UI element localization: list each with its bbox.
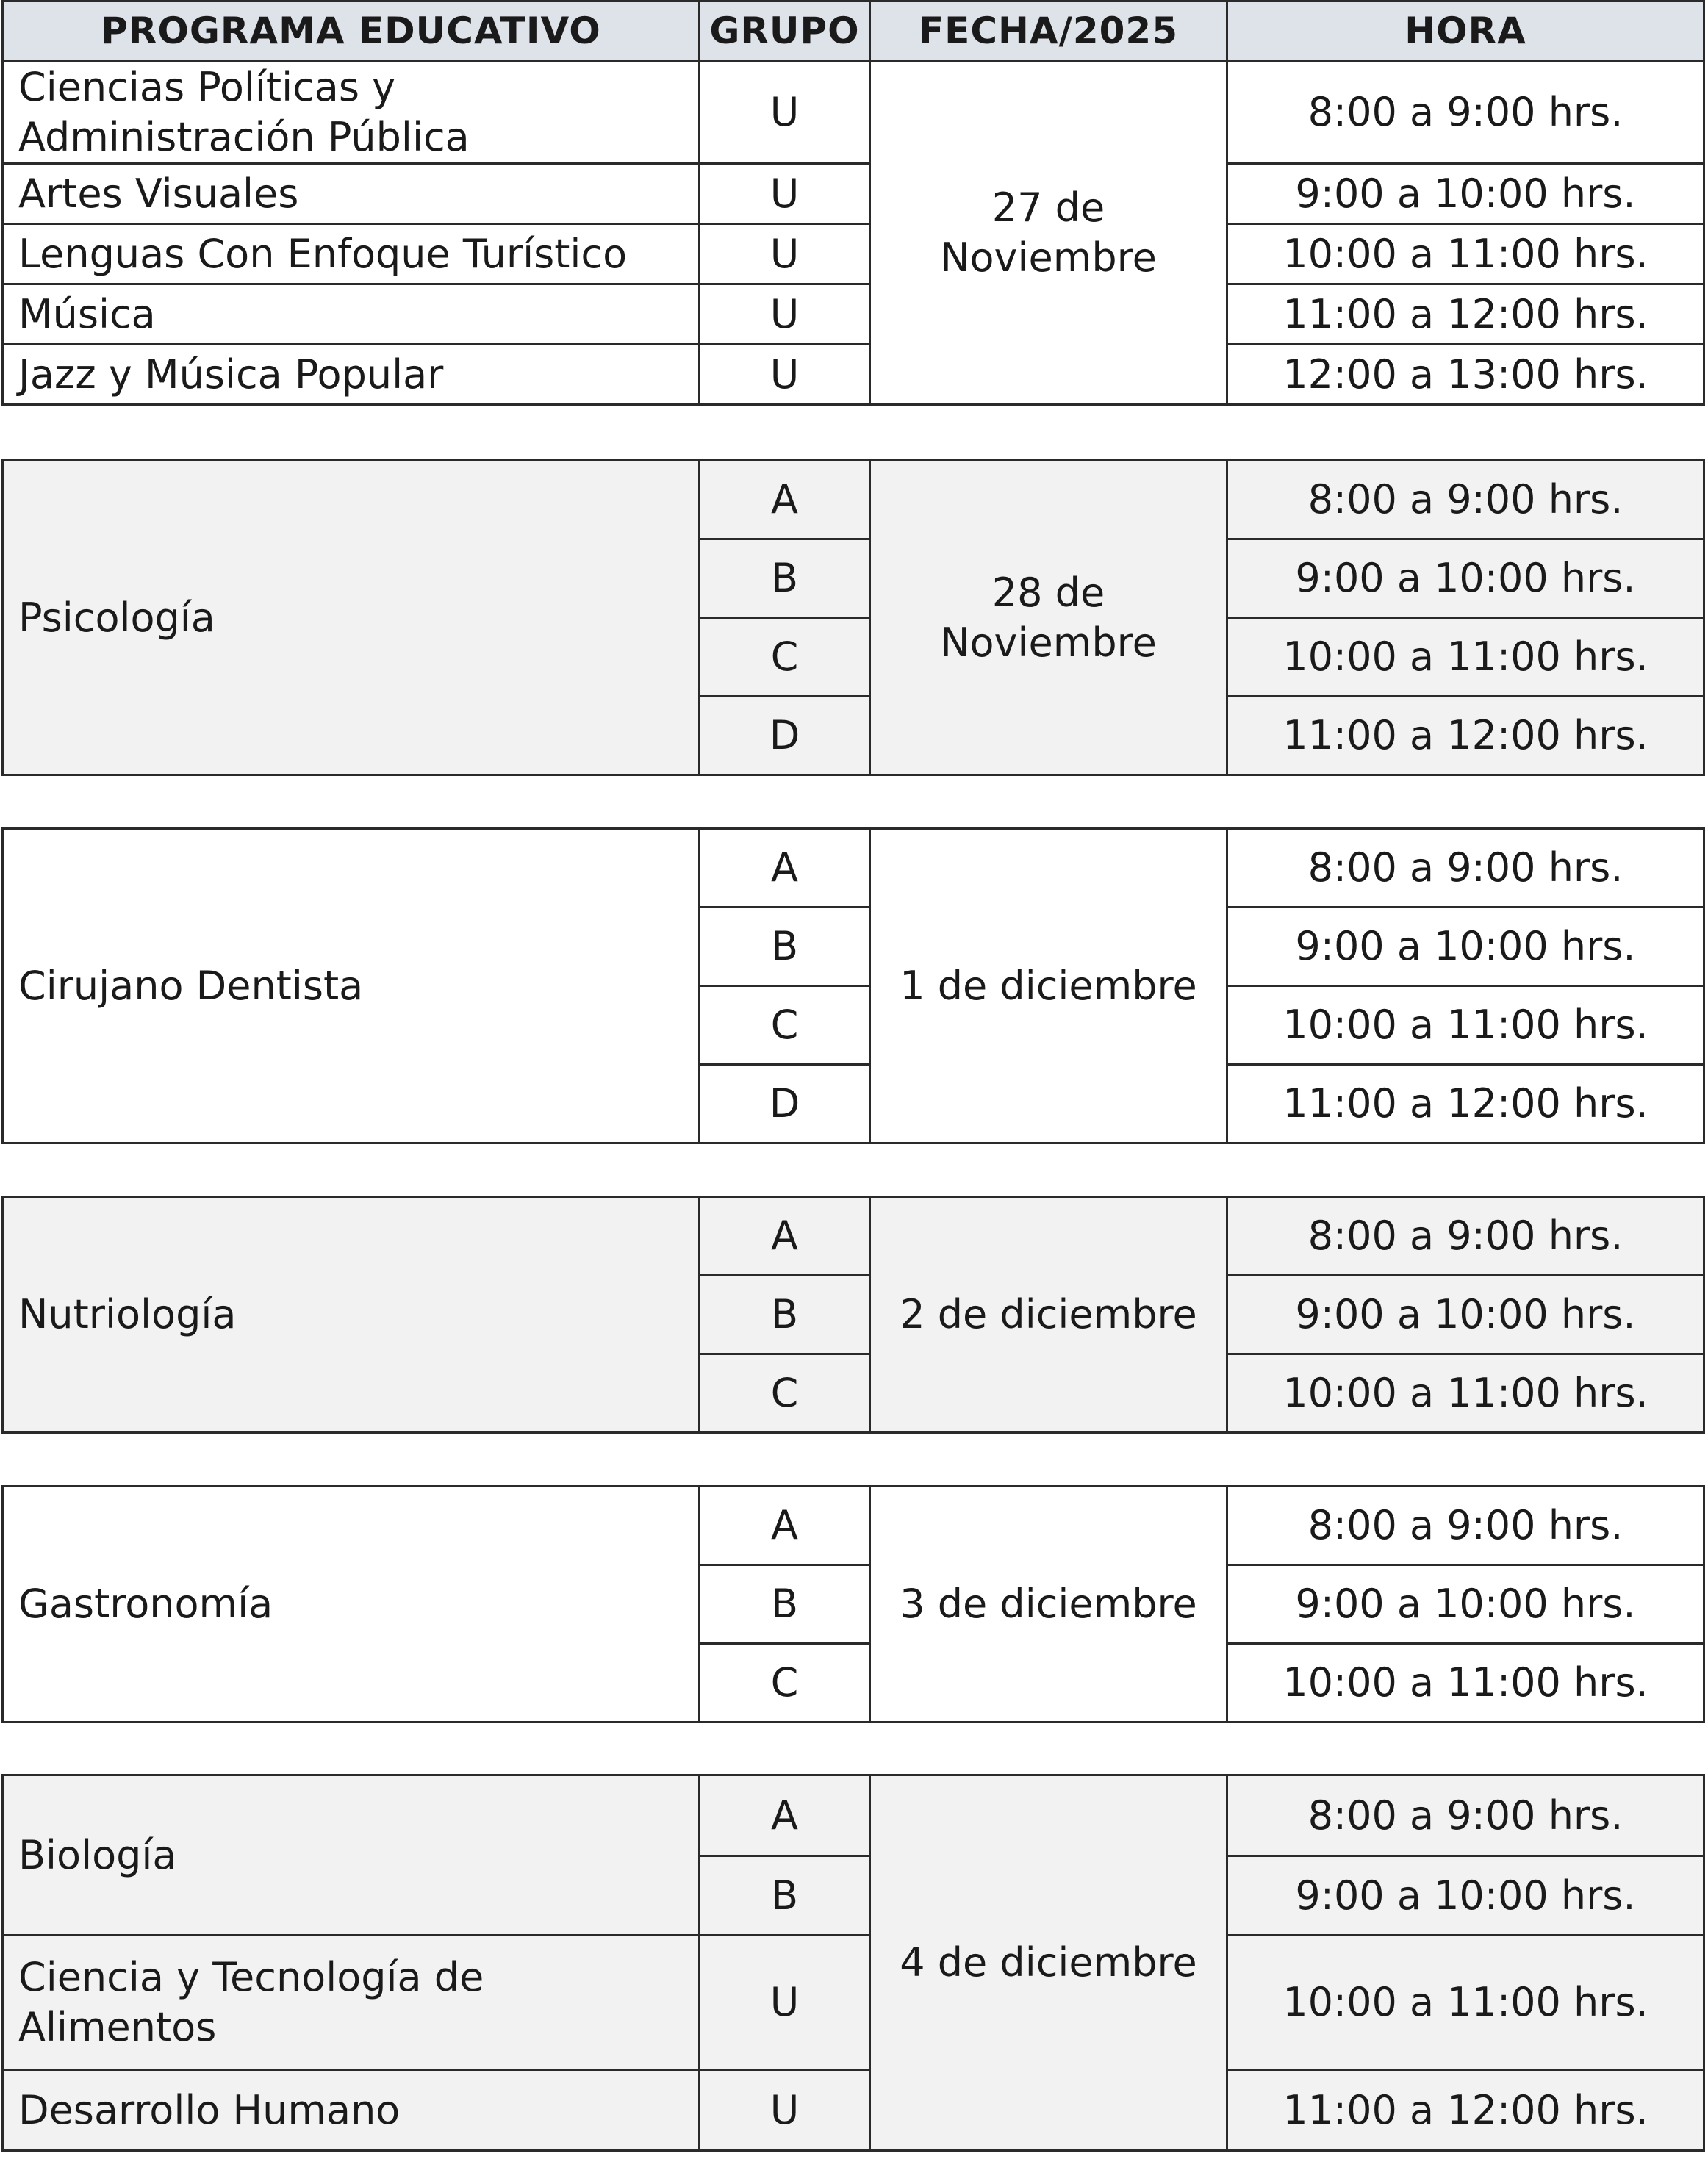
programa-cell xyxy=(3,61,700,164)
grupo-cell: A xyxy=(700,1775,870,1856)
grupo-cell: B xyxy=(700,1565,870,1644)
grupo-cell: C xyxy=(700,1644,870,1722)
grupo-cell: A xyxy=(700,1487,870,1565)
programa-cell: Gastronomía xyxy=(3,1487,700,1722)
grupo-cell: U xyxy=(700,224,870,284)
hora-cell: 11:00 a 12:00 hrs. xyxy=(1227,2070,1704,2151)
table-row xyxy=(3,2070,1704,2151)
hora-cell: 11:00 a 12:00 hrs. xyxy=(1227,284,1704,345)
hora-cell: 10:00 a 11:00 hrs. xyxy=(1227,1936,1704,2070)
programa-cell: Música xyxy=(3,284,700,345)
programa-cell: Cirujano Dentista xyxy=(3,829,700,1143)
hora-cell: 9:00 a 10:00 hrs. xyxy=(1227,539,1704,618)
hora-cell: 10:00 a 11:00 hrs. xyxy=(1227,224,1704,284)
grupo-cell: C xyxy=(700,618,870,697)
table-row xyxy=(3,829,1704,908)
hora-cell: 9:00 a 10:00 hrs. xyxy=(1227,164,1704,224)
fecha-line: 28 de xyxy=(991,569,1105,616)
grupo-cell: D xyxy=(700,1065,870,1143)
hora-cell: 10:00 a 11:00 hrs. xyxy=(1227,1644,1704,1722)
grupo-cell: B xyxy=(700,539,870,618)
schedule-table-block-5 xyxy=(1,1485,1705,1723)
programa-cell: Jazz y Música Popular xyxy=(3,345,700,405)
header-grupo: GRUPO xyxy=(700,1,870,61)
grupo-cell: A xyxy=(700,1197,870,1276)
programa-cell: Biología xyxy=(3,1775,700,1936)
grupo-cell: U xyxy=(700,284,870,345)
grupo-cell: C xyxy=(700,1354,870,1433)
fecha-cell xyxy=(870,461,1227,775)
programa-line: Administración Pública xyxy=(18,113,470,160)
programa-line: Ciencia y Tecnología de xyxy=(18,1954,484,2000)
programa-cell: Psicología xyxy=(3,461,700,775)
hora-cell: 9:00 a 10:00 hrs. xyxy=(1227,908,1704,986)
grupo-cell: U xyxy=(700,61,870,164)
schedule-table-block-3 xyxy=(1,827,1705,1144)
hora-cell: 10:00 a 11:00 hrs. xyxy=(1227,618,1704,697)
programa-line: Ciencias Políticas y xyxy=(18,63,396,110)
grupo-cell: U xyxy=(700,2070,870,2151)
table-row xyxy=(3,224,1704,284)
schedule-table-block-1 xyxy=(1,0,1705,406)
table-row xyxy=(3,1936,1704,2070)
fecha-line: Noviembre xyxy=(940,619,1157,666)
programa-line: Alimentos xyxy=(18,2004,217,2050)
hora-cell: 8:00 a 9:00 hrs. xyxy=(1227,1197,1704,1276)
hora-cell: 10:00 a 11:00 hrs. xyxy=(1227,986,1704,1065)
fecha-line: 27 de xyxy=(991,184,1105,231)
hora-cell: 9:00 a 10:00 hrs. xyxy=(1227,1565,1704,1644)
grupo-cell: U xyxy=(700,345,870,405)
fecha-cell: 3 de diciembre xyxy=(870,1487,1227,1722)
grupo-cell: U xyxy=(700,164,870,224)
table-row xyxy=(3,345,1704,405)
hora-cell: 8:00 a 9:00 hrs. xyxy=(1227,1775,1704,1856)
table-row xyxy=(3,61,1704,164)
header-row xyxy=(3,1,1704,61)
table-row xyxy=(3,1775,1704,1856)
programa-cell xyxy=(3,1936,700,2070)
grupo-cell: A xyxy=(700,829,870,908)
grupo-cell: D xyxy=(700,697,870,775)
fecha-cell: 4 de diciembre xyxy=(870,1775,1227,2151)
programa-cell: Desarrollo Humano xyxy=(3,2070,700,2151)
table-row xyxy=(3,284,1704,345)
hora-cell: 9:00 a 10:00 hrs. xyxy=(1227,1276,1704,1354)
table-row xyxy=(3,1197,1704,1276)
schedule-table-block-4 xyxy=(1,1196,1705,1434)
table-row xyxy=(3,1487,1704,1565)
grupo-cell: A xyxy=(700,461,870,539)
grupo-cell: C xyxy=(700,986,870,1065)
schedule-table-block-2 xyxy=(1,459,1705,776)
grupo-cell: B xyxy=(700,1856,870,1936)
programa-cell: Lenguas Con Enfoque Turístico xyxy=(3,224,700,284)
grupo-cell: B xyxy=(700,1276,870,1354)
header-programa: PROGRAMA EDUCATIVO xyxy=(3,1,700,61)
programa-cell: Artes Visuales xyxy=(3,164,700,224)
hora-cell: 8:00 a 9:00 hrs. xyxy=(1227,461,1704,539)
hora-cell: 10:00 a 11:00 hrs. xyxy=(1227,1354,1704,1433)
fecha-cell: 1 de diciembre xyxy=(870,829,1227,1143)
fecha-cell: 2 de diciembre xyxy=(870,1197,1227,1433)
fecha-cell xyxy=(870,61,1227,405)
hora-cell: 9:00 a 10:00 hrs. xyxy=(1227,1856,1704,1936)
programa-cell: Nutriología xyxy=(3,1197,700,1433)
grupo-cell: U xyxy=(700,1936,870,2070)
grupo-cell: B xyxy=(700,908,870,986)
hora-cell: 8:00 a 9:00 hrs. xyxy=(1227,829,1704,908)
header-hora: HORA xyxy=(1227,1,1704,61)
header-fecha: FECHA/2025 xyxy=(870,1,1227,61)
hora-cell: 12:00 a 13:00 hrs. xyxy=(1227,345,1704,405)
hora-cell: 11:00 a 12:00 hrs. xyxy=(1227,1065,1704,1143)
hora-cell: 8:00 a 9:00 hrs. xyxy=(1227,1487,1704,1565)
hora-cell: 11:00 a 12:00 hrs. xyxy=(1227,697,1704,775)
schedule-table-block-6 xyxy=(1,1774,1705,2152)
fecha-line: Noviembre xyxy=(940,234,1157,281)
hora-cell: 8:00 a 9:00 hrs. xyxy=(1227,61,1704,164)
table-row xyxy=(3,164,1704,224)
table-row xyxy=(3,461,1704,539)
